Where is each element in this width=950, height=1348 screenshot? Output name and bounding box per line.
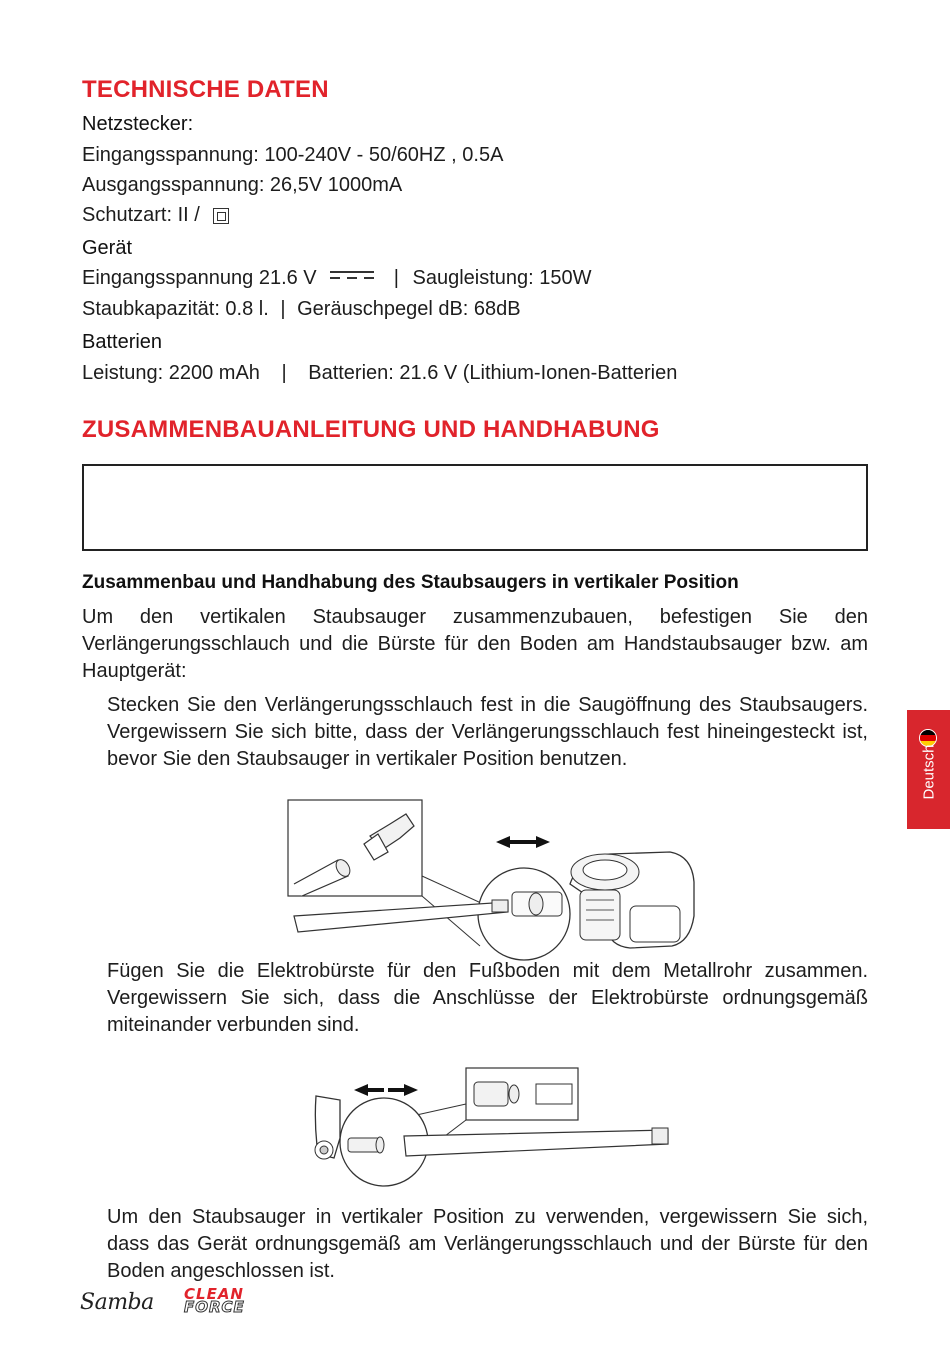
plug-title: Netzstecker: — [82, 113, 194, 135]
separator: | — [281, 362, 287, 384]
input-voltage: Eingangsspannung: 100-240V - 50/60HZ , 0.5A — [82, 144, 504, 166]
notice-box — [82, 464, 868, 551]
noise-level: Geräuschpegel dB: 68dB — [297, 298, 521, 320]
clean-force-logo: CLEAN FORCE — [184, 1285, 245, 1316]
language-tab[interactable] — [907, 710, 950, 829]
language-tab-label: Deutsch — [920, 744, 937, 800]
protection-class — [82, 204, 229, 227]
signature-logo: Samba — [80, 1290, 154, 1315]
separator: | — [280, 298, 286, 320]
separator: | — [393, 267, 399, 289]
battery-type: Batterien: 21.6 V (Lithium-Ionen-Batterien — [308, 362, 678, 384]
illustration-brush-to-tube — [300, 1064, 680, 1192]
dust-capacity: Staubkapazität: 0.8 l. — [82, 298, 269, 320]
assembly-subheading: Zusammenbau und Handhabung des Staubsaugers in vertikaler Position — [82, 572, 739, 593]
device-title: Gerät — [82, 237, 133, 259]
assembly-heading: ZUSAMMENBAUANLEITUNG UND HANDHABUNG — [82, 416, 660, 443]
assembly-intro: Um den vertikalen Staubsauger zusammenzubauen, befestigen Sie den Verlängerungsschlauch und die Bürste für den Boden am Handstaubsauger bzw. am Hauptgerät: — [82, 606, 868, 682]
illustration-tube-to-vacuum — [280, 796, 720, 968]
dust-noise-line — [82, 298, 521, 321]
brand-logo — [80, 1286, 280, 1326]
protection-label: Schutzart: II / — [82, 204, 200, 226]
battery-line — [82, 362, 677, 385]
suction-power: Saugleistung: 150W — [412, 267, 592, 289]
tech-heading: TECHNISCHE DATEN — [82, 76, 329, 103]
device-input: Eingangsspannung 21.6 V — [82, 267, 317, 289]
device-input-line — [82, 267, 592, 290]
assembly-step-1: Stecken Sie den Verlängerungsschlauch fest in die Saugöffnung des Staubsaugers. Vergewissern Sie sich bitte, dass der Verlängerungsschlauch fest hineingesteckt ist, bevor Sie den Staubsauger in vertikaler Position benutzen. — [107, 694, 868, 770]
double-insulation-icon — [213, 208, 229, 224]
assembly-step-2: Fügen Sie die Elektrobürste für den Fußboden mit dem Metallrohr zusammen. Vergewissern Sie sich, dass die Anschlüsse der Elektrobürste ordnungsgemäß miteinander verbunden sind. — [107, 960, 868, 1036]
battery-power: Leistung: 2200 mAh — [82, 362, 260, 384]
battery-title: Batterien — [82, 331, 163, 353]
output-voltage: Ausgangsspannung: 26,5V 1000mA — [82, 174, 403, 196]
assembly-step-3: Um den Staubsauger in vertikaler Position zu verwenden, vergewissern Sie sich, dass das Gerät ordnungsgemäß am Verlängerungsschlauch und der Bürste für den Boden angeschlossen ist. — [107, 1206, 868, 1282]
dc-symbol-icon — [330, 270, 374, 280]
